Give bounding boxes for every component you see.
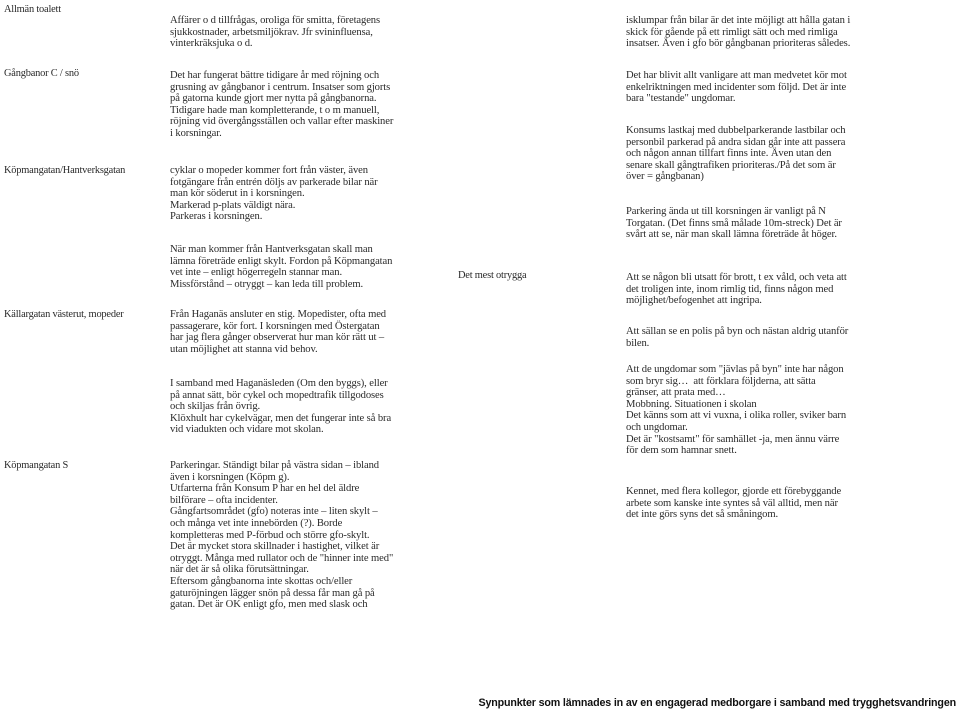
right-note-ungdomar: Att de ungdomar som "jävlas på byn" inte har någon som bryr sig… att förklara följderna, att sätta gränser, att prata med… Mobbning. Situationen i skolan Det känns som att vi vuxna, i olika roller, sviker barn och ungdomar. Det är "kostsamt" för samhället -ja, men ännu värre för dem som hamnar snett.: [626, 364, 847, 457]
section-label-det-mest-otrygga: Det mest otrygga: [458, 270, 527, 281]
right-note-kennet: Kennet, med flera kollegor, gjorde ett förebyggande arbete som kanske inte syntes så väl alltid, men när det inte görs syns det så småningom.: [626, 486, 842, 521]
note-haganasleden: I samband med Haganäsleden (Om den byggs), eller på annat sätt, bör cykel och mopedtrafik tillgodoses och skiljas från övrig. Klöxhult har cykelvägar, men det fungerar inte så bra vid viadukten och vidare mot skolan.: [170, 378, 392, 436]
right-note-brott: Att se någon bli utsatt för brott, t ex våld, och veta att det troligen inte, inom rimlig tid, finns någon med möjlighet/befogenhet att ingripa.: [626, 272, 847, 307]
right-note-isklumpar: isklumpar från bilar är det inte möjligt att hålla gatan i skick för gående på ett rimligt sätt och med rimliga insatser. Även i gfo bör gångbanan prioriteras således.: [626, 15, 851, 50]
note-kallargatan: Från Haganäs ansluter en stig. Mopedister, ofta med passagerare, kör fort. I korsningen med Östergatan har jag flera gånger observerat hur man kör rätt ut – utan möjlighet att stanna vid behov.: [170, 309, 387, 355]
note-hantverksgatan-foretrade: När man kommer från Hantverksgatan skall man lämna företräde enligt skylt. Fordon på Köpmangatan vet inte – enligt högerregeln stannar man. Missförstånd – otryggt – kan leda till problem.: [170, 244, 393, 290]
location-label-gangbanor-snow: Gångbanor C / snö: [4, 68, 79, 79]
note-gangbanor-snow: Det har fungerat bättre tidigare år med röjning och grusning av gångbanor i centrum. Insatser som gjorts på gatorna kunde gjort mer nytta på gångbanorna. Tidigare hade man kompletterande, t o m manuell, röjning vid övergångsställen och vallar efter maskiner i korsningar.: [170, 70, 394, 139]
right-note-enkelriktning: Det har blivit allt vanligare att man medvetet kör mot enkelriktningen med incidenter som följd. Det är inte bara "testande" ungdomar.: [626, 70, 847, 105]
document-caption: Synpunkter som lämnades in av en engagerad medborgare i samband med trygghetsvandringen: [478, 697, 956, 709]
note-kopmangatan-s: Parkeringar. Ständigt bilar på västra sidan – ibland även i korsningen (Köpm g). Utfarterna från Konsum P har en hel del äldre bilförare – ofta incidenter. Gångfartsområdet (gfo) noteras inte – liten skylt – och många vet inte innebörden (?). Borde kompletteras med P-förbud och större gfo-skylt. Det är mycket stora skillnader i hastighet, vilket är otryggt. Många med rullator och de "hinner inte med" när det är så olika förutsättningar. Eftersom gångbanorna inte skottas och/eller gaturöjningen lägger snön på dessa får man gå på gatan. Det är OK enligt gfo, men med slask och: [170, 460, 394, 611]
note-allman-toalett: Affärer o d tillfrågas, oroliga för smitta, företagens sjukkostnader, arbetsmiljökrav. Jfr svininfluensa, vinterkräksjuka o d.: [170, 15, 381, 50]
note-kopmangatan-hantverksgatan: cyklar o mopeder kommer fort från väster, även fotgängare från entrén döljs av parkerade bilar när man kör söderut in i korsningen. Markerad p-plats väldigt nära. Parkeras i korsningen.: [170, 165, 378, 223]
location-label-kopmangatan-s: Köpmangatan S: [4, 460, 69, 471]
right-note-parkering-torgatan: Parkering ända ut till korsningen är vanligt på N Torgatan. (Det finns små målade 10m-streck) Det är svårt att se, när man skall lämna företräde åt höger.: [626, 206, 842, 241]
right-note-polis: Att sällan se en polis på byn och nästan aldrig utanför bilen.: [626, 326, 849, 349]
location-label-allman-toalett: Allmän toalett: [4, 4, 61, 15]
right-note-lastkaj: Konsums lastkaj med dubbelparkerande lastbilar och personbil parkerad på andra sidan går inte att passera och någon annan tillfart finns inte. Även utan den senare skall gångtrafiken prioriteras./På det som är över = gångbanan): [626, 125, 846, 183]
location-label-kopmangatan-hantverksgatan: Köpmangatan/Hantverksgatan: [4, 165, 126, 176]
location-label-kallargatan: Källargatan västerut, mopeder: [4, 309, 124, 320]
